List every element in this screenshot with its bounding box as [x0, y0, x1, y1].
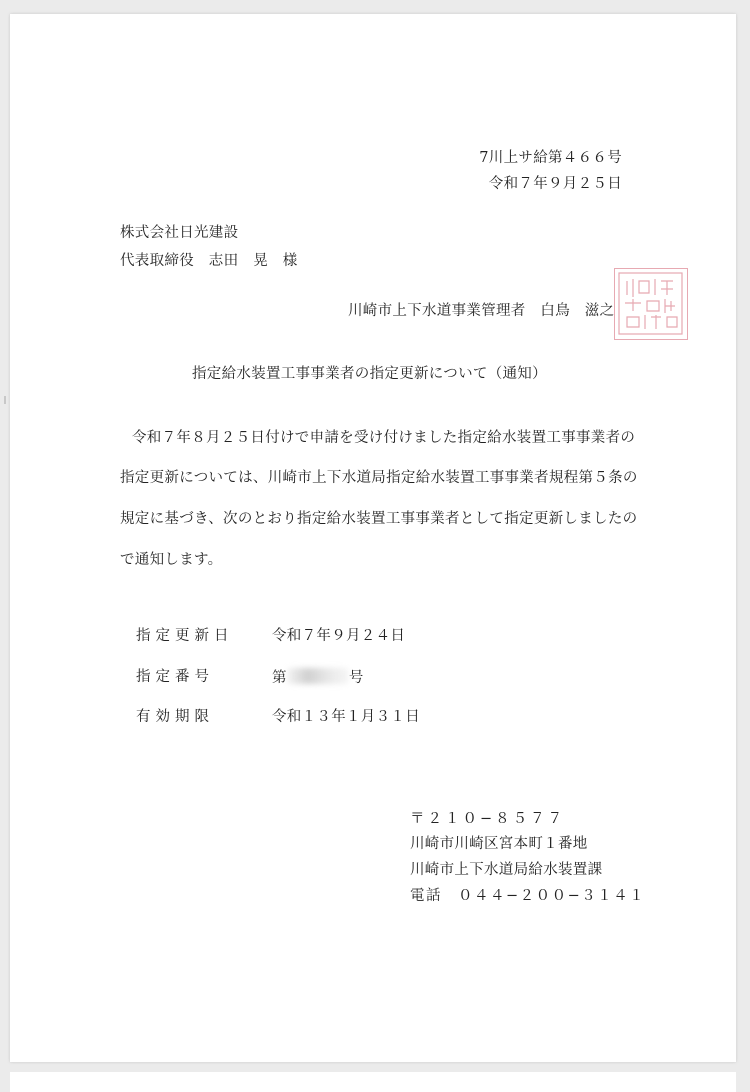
scan-mark: [4, 396, 6, 404]
contact-postal-code: 〒２１０−８５７７: [410, 811, 566, 827]
body-line-2: 指定更新については、川崎市上下水道局指定給水装置工事事業者規程第５条の: [120, 470, 638, 486]
number-prefix: 第: [272, 670, 287, 686]
official-seal: [614, 268, 688, 340]
contact-phone: 電話 ０４４−２００−３１４１: [410, 888, 646, 904]
next-page-edge: [10, 1072, 736, 1092]
addressee-person: 代表取締役 志田 晃 様: [120, 253, 298, 269]
renewal-date-label: 指定更新日: [136, 628, 234, 644]
number-suffix: 号: [348, 670, 364, 686]
document-number: 7川上サ給第４６６号: [479, 150, 622, 166]
body-line-4: で通知します。: [120, 552, 223, 568]
sender-name: 川崎市上下水道事業管理者 白鳥 滋之: [348, 303, 615, 319]
contact-department: 川崎市上下水道局給水装置課: [410, 862, 603, 878]
designation-number-label: 指定番号: [136, 669, 214, 685]
seal-marks: [615, 269, 687, 339]
expiry-value: 令和１３年１月３１日: [272, 709, 420, 725]
redacted-number: [287, 668, 349, 684]
document-title: 指定給水装置工事事業者の指定更新について（通知）: [192, 366, 547, 382]
contact-address: 川崎市川崎区宮本町１番地: [410, 836, 588, 852]
document-date: 令和７年９月２５日: [488, 176, 622, 192]
document-page: [10, 14, 736, 1062]
renewal-date-value: 令和７年９月２４日: [272, 628, 406, 644]
body-line-3: 規定に基づき、次のとおり指定給水装置工事事業者として指定更新しましたの: [120, 511, 638, 527]
expiry-label: 有効期限: [136, 709, 214, 725]
addressee-company: 株式会社日光建設: [120, 225, 239, 241]
designation-number-value: [272, 668, 364, 687]
body-line-1: 令和７年８月２５日付けで申請を受け付けました指定給水装置工事事業者の: [132, 430, 636, 446]
